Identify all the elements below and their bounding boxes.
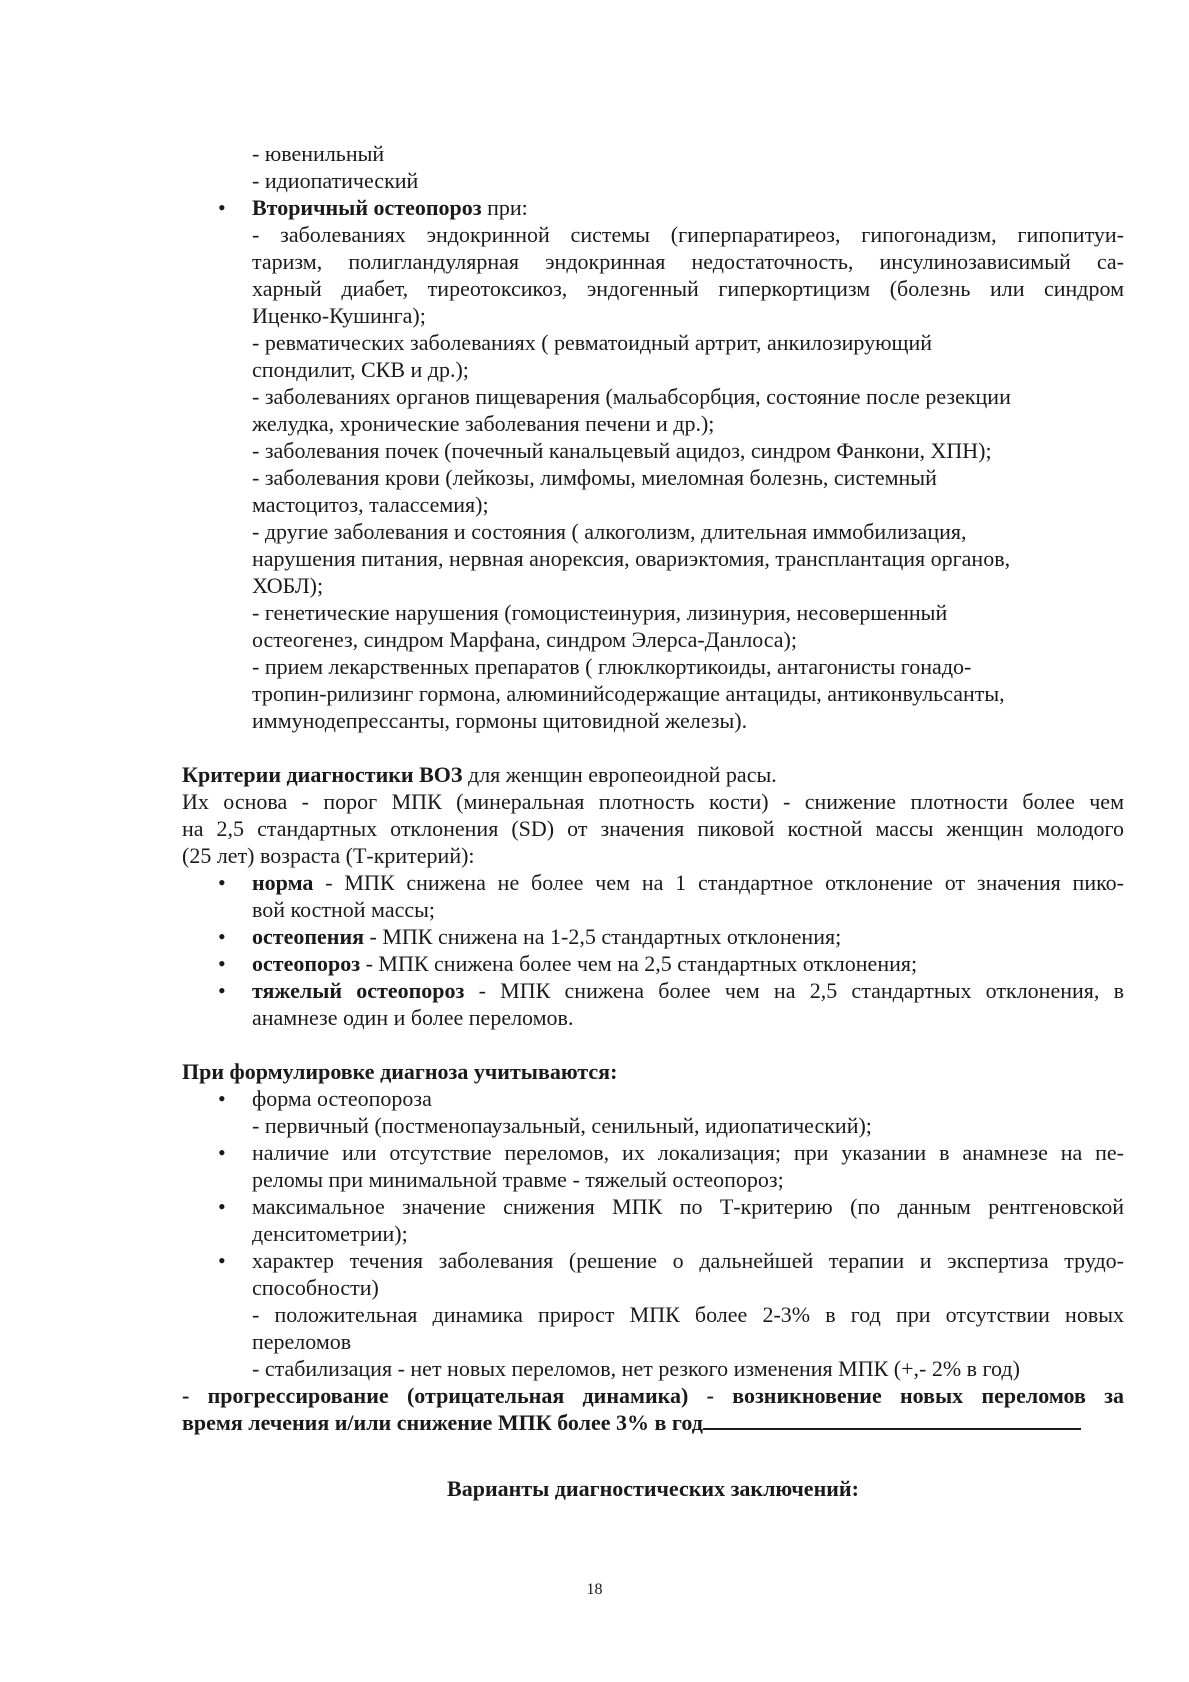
bullet-icon: • <box>218 195 226 220</box>
formulation-item: • характер течения заболевания (решение о дальнейшей терапии и экспертиза трудо- способности) - положительная динамика прирост МПК более 2-3% в год при отсутствии новых переломов - стабилизация - нет новых переломов, нет резкого изменения МПК (+,- 2% в год) <box>218 1248 1124 1381</box>
text-line: - прием лекарственных препаратов ( глюклкортикоиды, антагонисты гонадо- <box>252 654 972 679</box>
bullet-icon: • <box>218 870 226 895</box>
formulation-item: • наличие или отсутствие переломов, их локализация; при указании в анамнезе на пе- реломы при минимальной травме - тяжелый остеопороз; <box>218 1140 1124 1192</box>
formulation-heading: При формулировке диагноза учитываются: <box>182 1059 618 1084</box>
text-line: спондилит, СКВ и др.); <box>252 357 469 382</box>
bullet-icon: • <box>218 1248 226 1273</box>
text-line: (25 лет) возраста (Т-критерий): <box>182 843 475 868</box>
text-line: - ревматических заболеваниях ( ревматоидный артрит, анкилозирующий <box>252 330 933 355</box>
who-item-osteopenia: • остеопения - МПК снижена на 1-2,5 стандартных отклонения; <box>218 924 842 949</box>
text-line: - заболеваниях органов пищеварения (мальабсорбция, состояние после резекции <box>252 384 1011 409</box>
who-criteria-section <box>182 761 1124 1031</box>
text-line: остеогенез, синдром Марфана, синдром Элерса-Данлоса); <box>252 627 797 652</box>
text-line: - заболевания крови (лейкозы, лимфомы, миеломная болезнь, системный <box>252 465 937 490</box>
text-line: желудка, хронические заболевания печени и др.); <box>252 411 715 436</box>
page-content <box>182 140 1124 1502</box>
list-item: - идиопатический <box>252 168 419 193</box>
text-line: Их основа - порог МПК (минеральная плотность кости) - снижение плотности более чем <box>182 789 1124 814</box>
text-line: на 2,5 стандартных отклонения (SD) от значения пиковой костной массы женщин молодого <box>182 816 1124 841</box>
text-line: Иценко-Кушинга); <box>252 303 426 328</box>
text-line: - заболевания почек (почечный канальцевый ацидоз, синдром Фанкони, ХПН); <box>252 438 992 463</box>
formulation-section <box>182 1058 1124 1436</box>
who-item-osteoporosis: • остеопороз - МПК снижена более чем на 2,5 стандартных отклонения; <box>218 951 918 976</box>
bullet-icon: • <box>218 978 226 1003</box>
text-line: мастоцитоз, талассемия); <box>252 492 489 517</box>
formulation-item: • форма остеопороза - первичный (постменопаузальный, сенильный, идиопатический); <box>218 1086 872 1138</box>
text-line: - другие заболевания и состояния ( алкоголизм, длительная иммобилизация, <box>252 519 967 544</box>
variants-heading: Варианты диагностических заключений: <box>447 1476 859 1501</box>
text-line: ХОБЛ); <box>252 573 324 598</box>
page-number: 18 <box>586 1581 603 1598</box>
progression-line: - прогрессирование (отрицательная динамика) - возникновение новых переломов за <box>182 1383 1124 1408</box>
text-line: харный диабет, тиреотоксикоз, эндогенный гиперкортицизм (болезнь или синдром <box>252 276 1124 301</box>
bullet-icon: • <box>218 951 226 976</box>
who-item-severe: • тяжелый остеопороз - МПК снижена более чем на 2,5 стандартных отклонения, в анамнезе один и более переломов. <box>218 978 1124 1030</box>
secondary-heading: Вторичный остеопороз при: <box>252 195 528 220</box>
who-item-norm: • норма - МПК снижена не более чем на 1 стандартное отклонение от значения пико- вой костной массы; <box>218 870 1124 922</box>
bullet-icon: • <box>218 1194 226 1219</box>
bullet-icon: • <box>218 1086 226 1111</box>
text-line: тропин-рилизинг гормона, алюминийсодержащие антациды, антиконвульсанты, <box>252 681 1005 706</box>
text-line: иммунодепрессанты, гормоны щитовидной железы). <box>252 708 748 733</box>
text-line: - генетические нарушения (гомоцистеинурия, лизинурия, несовершенный <box>252 600 948 625</box>
who-heading: Критерии диагностики ВОЗ для женщин европеоидной расы. <box>182 762 777 787</box>
fill-underline <box>703 1409 1081 1430</box>
secondary-osteoporosis-section <box>182 194 1124 734</box>
bullet-icon: • <box>218 924 226 949</box>
bullet-icon: • <box>218 1140 226 1165</box>
list-item: - ювенильный <box>252 141 385 166</box>
progression-line: время лечения и/или снижение МПК более 3% в год <box>182 1409 1124 1436</box>
primary-types-list <box>182 140 1124 194</box>
text-line: - заболеваниях эндокринной системы (гиперпаратиреоз, гипогонадизм, гипопитуи- <box>252 222 1124 247</box>
text-line: таризм, полигландулярная эндокринная недостаточность, инсулинозависимый са- <box>252 249 1124 274</box>
text-line: нарушения питания, нервная анорексия, овариэктомия, трансплантация органов, <box>252 546 1011 571</box>
formulation-item: • максимальное значение снижения МПК по Т-критерию (по данным рентгеновской денситометрии); <box>218 1194 1124 1246</box>
